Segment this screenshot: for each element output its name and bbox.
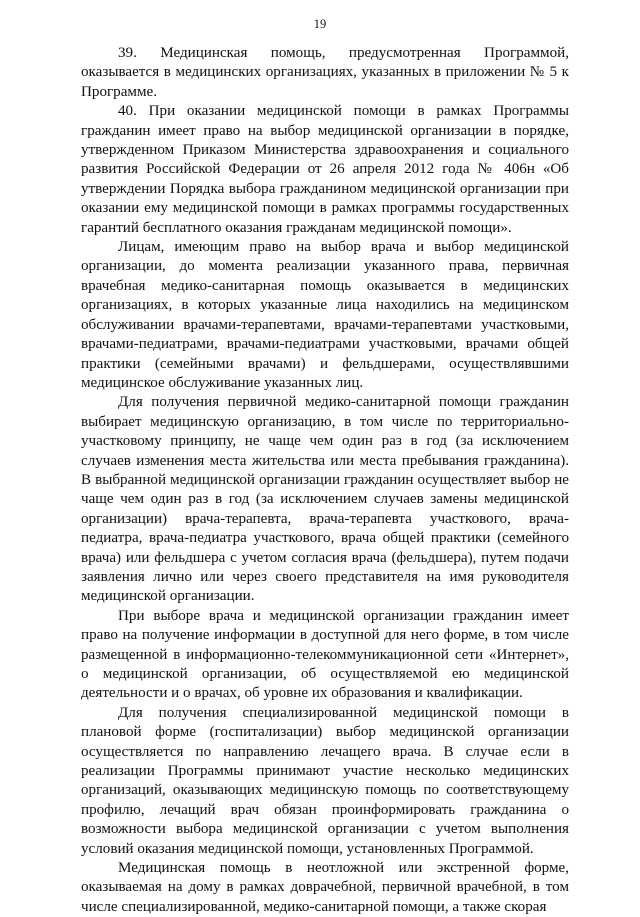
page-number: 19	[313, 17, 327, 31]
document-body	[81, 44, 569, 917]
paragraph-primary-care-selection: Для получения первичной медико-санитарной помощи гражданин выбирает медицинскую организацию, в том числе по территориально-участковому принципу, не чаще чем один раз в год (за исключением случаев изменения места жительства или места пребывания гражданина). В выбранной медицинской организации гражданин осуществляет выбор не чаще чем один раз в год (за исключением случаев замены медицинской организации) врача-терапевта, врача-терапевта участкового, врача-педиатра, врача-педиатра участкового, врача общей практики (семейного врача) или фельдшера с учетом согласия врача (фельдшера), путем подачи заявления лично или через своего представителя на имя руководителя медицинской организации.	[81, 394, 569, 605]
paragraph-choice-before-selection: Лицам, имеющим право на выбор врача и выбор медицинской организации, до момента реализации указанного права, первичная врачебная медико-санитарная помощь оказывается в медицинских организациях, в которых указанные лица находились на медицинском обслуживании врачами-терапевтами, врачами-терапевтами участковыми, врачами-педиатрами, врачами-педиатрами участковыми, врачами общей практики (семейными врачами) и фельдшерами, осуществлявшими медицинское обслуживание указанных лиц.	[81, 239, 569, 391]
paragraph-information-right: При выборе врача и медицинской организации гражданин имеет право на получение информации в доступной для него форме, в том числе размещенной в информационно-телекоммуникационной сети «Интернет», о медицинской организации, об осуществляемой ею медицинской деятельности и о врачах, об уровне их образования и квалификации.	[81, 607, 569, 702]
paragraph-specialized-care: Для получения специализированной медицинской помощи в плановой форме (госпитализации) выбор медицинской организации осуществляется по направлению лечащего врача. В случае если в реализации Программы принимают участие несколько медицинских организаций, оказывающих медицинскую помощь по соответствующему профилю, лечащий врач обязан проинформировать гражданина о возможности выбора медицинской организации с учетом выполнения условий оказания медицинской помощи, установленных Программой.	[81, 704, 569, 857]
paragraph-39: 39. Медицинская помощь, предусмотренная Программой, оказывается в медицинских организациях, указанных в приложении № 5 к Программе.	[81, 45, 569, 100]
paragraph-emergency-care: Медицинская помощь в неотложной или экстренной форме, оказываемая на дому в рамках доврачебной, первичной врачебной, в том числе специализированной, медико-санитарной помощи, а также скорая	[81, 860, 569, 915]
paragraph-40: 40. При оказании медицинской помощи в рамках Программы гражданин имеет право на выбор медицинской организации в порядке, утвержденном Приказом Министерства здравоохранения и социального развития Российской Федерации от 26 апреля 2012 года № 406н «Об утверждении Порядка выбора гражданином медицинской организации при оказании ему медицинской помощи в рамках программы государственных гарантий бесплатного оказания гражданам медицинской помощи».	[81, 103, 569, 236]
